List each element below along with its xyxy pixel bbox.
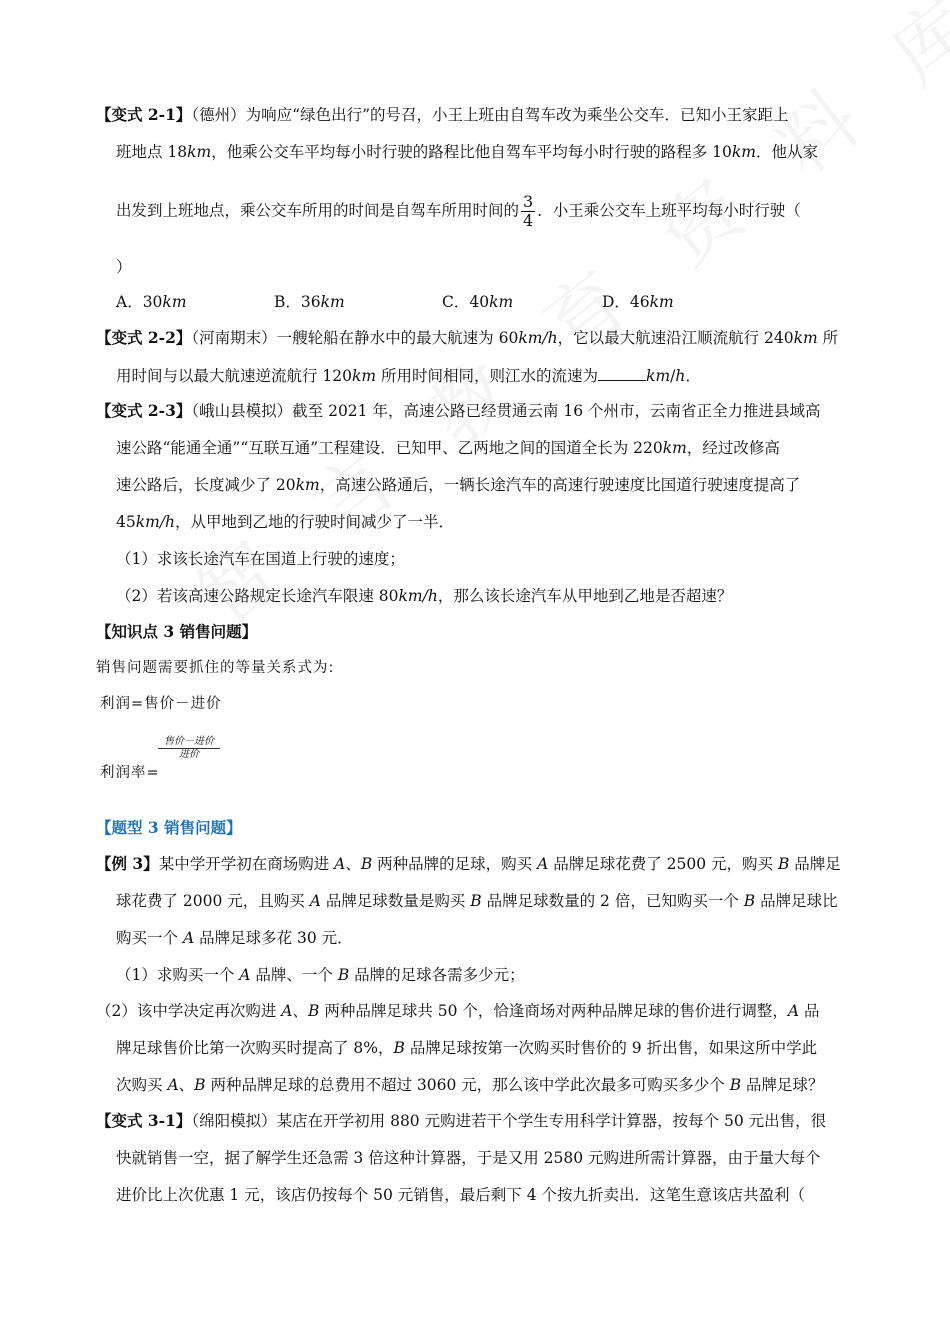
v23-line3: 速公路后，长度减少了 20km，高速公路通后，一辆长途汽车的高速行驶速度比国道行驶速度提高了 — [116, 476, 801, 494]
v22-line1: 【变式 2-2】（河南期末）一艘轮船在静水中的最大航速为 60km/h，它以最大航速沿江顺流航行 240km 所 — [96, 328, 839, 347]
profit-rate-fraction: 售价－进价 进价 — [158, 736, 220, 761]
ex3-line3: 购买一个 A 品牌足球多花 30 元． — [116, 929, 353, 947]
v23-tag: 【变式 2-3】 — [96, 401, 192, 420]
v21-option-d: D．46km — [602, 293, 674, 311]
kp3-profit-formula: 利润=售价－进价 — [100, 696, 222, 712]
v23-question-1: （1）求该长途汽车在国道上行驶的速度； — [116, 550, 405, 568]
fraction-three-quarters: $\frac{3}{4}$ — [523, 192, 534, 230]
kp3-profit-rate: 利润率= — [100, 765, 160, 781]
kp3-line1: 销售问题需要抓住的等量关系式为: — [96, 660, 335, 676]
v23-line1: 【变式 2-3】（峨山县模拟）截至 2021 年，高速公路已经贯通云南 16 个州市，云南省正全力推进县域高 — [96, 401, 821, 420]
answer-blank[interactable] — [598, 364, 646, 381]
knowledge-point-3-title: 【知识点 3 销售问题】 — [96, 622, 258, 641]
v23-line2: 速公路“能通全通”“互联互通”工程建设．已知甲、乙两地之间的国道全长为 220km，经过改修高 — [116, 439, 780, 457]
v21-tag: 【变式 2-1】 — [96, 105, 192, 124]
v31-tag: 【变式 3-1】 — [96, 1111, 192, 1130]
question-type-3-title: 【题型 3 销售问题】 — [96, 818, 242, 837]
v21-line3: 出发到上班地点，乘公交车所用的时间是自驾车所用时间的 $\frac{3}{4}$ ．小王乘公交车上班平均每小时行驶（ — [116, 192, 801, 230]
v22-tag: 【变式 2-2】 — [96, 328, 192, 347]
ex3-line2: 球花费了 2000 元，且购买 A 品牌足球数量是购买 B 品牌足球数量的 2 倍，已知购买一个 B 品牌足球比 — [116, 892, 838, 910]
v31-line2: 快就销售一空，据了解学生还急需 3 倍这种计算器，于是又用 2580 元购进所需计算器，由于量大每个 — [116, 1149, 821, 1167]
ex3-question-2-line2: 牌足球售价比第一次购买时提高了 8%，B 品牌足球按第一次购买时售价的 9 折出售，如果这所中学此 — [116, 1039, 818, 1057]
v21-option-a: A．30km — [116, 293, 187, 311]
v31-line1: 【变式 3-1】（绵阳模拟）某店在开学初用 880 元购进若干个学生专用科学计算器，按每个 50 元出售，很 — [96, 1111, 827, 1130]
v21-line1: 【变式 2-1】（德州）为响应“绿色出行”的号召，小王上班由自驾车改为乘坐公交车．已知小王家距上 — [96, 105, 789, 124]
v21-option-c: C．40km — [442, 293, 514, 311]
ex3-question-2-line3: 次购买 A、B 两种品牌足球的总费用不超过 3060 元，那么该中学此次最多可购买多少个 B 品牌足球？ — [116, 1076, 824, 1094]
v21-option-b: B．36km — [274, 293, 345, 311]
v22-line2: 用时间与以最大航速逆流航行 120km 所用时间相同，则江水的流速为 km/h． — [116, 364, 701, 387]
v23-line4: 45km/h，从甲地到乙地的行驶时间减少了一半． — [116, 513, 455, 531]
ex3-line1: 【例 3】某中学开学初在商场购进 A、B 两种品牌的足球，购买 A 品牌足球花费了 2500 元，购买 B 品牌足 — [96, 854, 841, 873]
ex3-question-1: （1）求购买一个 A 品牌、一个 B 品牌的足球各需多少元； — [116, 966, 525, 984]
ex3-tag: 【例 3】 — [96, 854, 159, 873]
v21-line2: 班地点 18km，他乘公交车平均每小时行驶的路程比他自驾车平均每小时行驶的路程多 10km．他从家 — [116, 143, 819, 161]
v23-question-2: （2）若该高速公路规定长途汽车限速 80km/h，那么该长途汽车从甲地到乙地是否超速？ — [116, 587, 733, 605]
v31-line3: 进价比上次优惠 1 元，该店仍按每个 50 元销售，最后剩下 4 个按九折卖出．这笔生意该店共盈利（ — [116, 1186, 806, 1204]
v21-line4: ） — [116, 258, 132, 276]
ex3-question-2-line1: （2）该中学决定再次购进 A、B 两种品牌足球共 50 个，恰逢商场对两种品牌足球的售价进行调整，A 品 — [96, 1002, 820, 1020]
